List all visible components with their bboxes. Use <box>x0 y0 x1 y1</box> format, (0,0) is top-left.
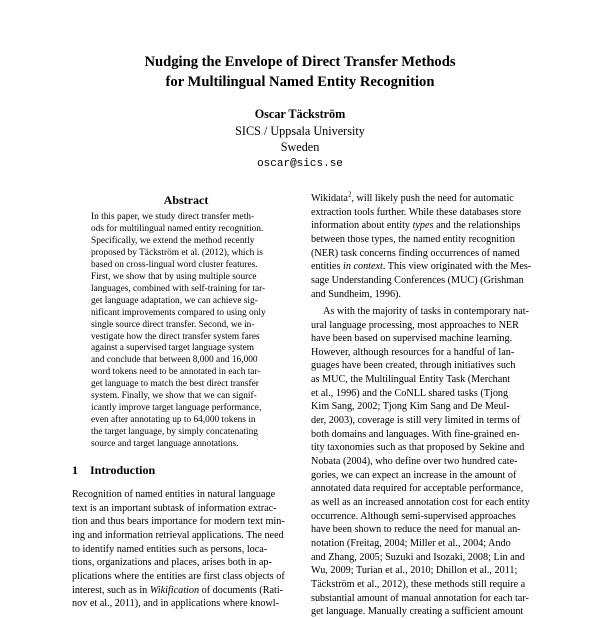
paper-title <box>0 52 600 92</box>
body-line: and Sundheim, 1996). <box>311 288 401 300</box>
abstract-line: vestigate how the direct transfer system fares <box>91 331 260 342</box>
body-line: get language. Manually creating a sufficient amount <box>311 606 524 618</box>
body-line: ing and information retrieval applications. The need <box>72 529 284 541</box>
body-line: and Zhang, 2005; Suzuki and Isozaki, 2008; Lin and <box>311 551 525 563</box>
body-line: Kim Sang, 2002; Tjong Kim Sang and De Meul- <box>311 401 510 413</box>
body-text: . This view originated with the Mes- <box>382 261 532 273</box>
body-line: have been based on supervised machine learning. <box>311 333 513 345</box>
body-line: extraction tools further. While these databases store <box>311 206 522 218</box>
body-line: tity taxonomies such as that proposed by Sekine and <box>311 442 525 454</box>
body-line: substantial amount of manual annotation for each tar- <box>311 592 529 604</box>
title-line: Nudging the Envelope of Direct Transfer Methods <box>144 54 456 70</box>
author-email: oscar@sics.se <box>257 157 343 170</box>
body-text: of documents (Rati- <box>199 584 284 596</box>
abstract-line: languages, combined with self-training for tar- <box>91 283 266 294</box>
author-country: Sweden <box>280 140 320 154</box>
body-line: gories, we can expect an increase in the amount of <box>311 469 517 481</box>
abstract-line: ods for multilingual named entity recognition. <box>91 223 264 234</box>
abstract-line: proposed by Täckström et al. (2012), which is <box>91 247 263 258</box>
body-line: to identify named entities such as persons, loca- <box>72 543 268 555</box>
body-line: text is an important subtask of information extrac- <box>72 502 277 514</box>
abstract-line: even after annotating up to 64,000 tokens in <box>91 415 256 426</box>
body-line: as well as an increased annotation cost for each entity <box>311 497 530 509</box>
intro-left-column <box>72 488 304 611</box>
body-line <box>311 260 534 274</box>
body-line: As with the majority of tasks in contemporary nat- <box>323 305 529 317</box>
author-affiliation: SICS / Uppsala University <box>235 123 365 138</box>
body-line: However, although resources for a handful of lan- <box>311 346 515 358</box>
abstract-line: get language to match the best direct transfer <box>91 379 259 390</box>
author-name: Oscar Täckström <box>254 107 346 121</box>
italic-term: in context <box>342 261 383 273</box>
body-line: guages have been created, through initiatives such <box>311 360 516 372</box>
body-line <box>311 192 534 206</box>
body-text: and the relationships <box>433 220 521 232</box>
body-line <box>311 219 534 233</box>
body-line: between those types, the named entity recognition <box>311 233 515 245</box>
right-column <box>311 192 534 619</box>
body-line: Täckström et al., 2012), these methods still require a <box>311 578 526 590</box>
body-text: Wikidata <box>311 193 348 204</box>
body-text: interest, such as in <box>72 584 150 596</box>
body-line: tions, organizations and places, arises both in ap- <box>72 557 272 569</box>
abstract-line: First, we show that by using multiple source <box>91 271 257 282</box>
abstract-line: system. Finally, we show that we can signif- <box>91 391 257 402</box>
abstract-line: word tokens need to be annotated in each tar- <box>91 367 261 378</box>
body-line <box>72 584 304 598</box>
body-line: ural language processing, most approaches to NER <box>311 319 519 331</box>
italic-term: Wikification <box>149 584 200 596</box>
abstract-body <box>91 212 282 451</box>
abstract-line: Specifically, we extend the method recently <box>91 235 255 246</box>
body-line: sage Understanding Conferences (MUC) (Grishman <box>311 274 524 286</box>
section-number: 1 <box>72 463 78 477</box>
body-line: notation (Freitag, 2004; Miller et al., 2004; Ando <box>311 538 511 549</box>
abstract-line: against a supervised target language system <box>91 343 255 354</box>
italic-term: types <box>412 220 434 232</box>
body-line: (NER) task concerns finding occurrences of named <box>311 247 520 259</box>
abstract-line: based on cross-lingual word cluster features. <box>91 259 258 270</box>
body-line: have been shown to reduce the need for manual an- <box>311 524 521 536</box>
abstract-heading: Abstract <box>163 193 209 207</box>
body-line: both domains and languages. With fine-grained en- <box>311 428 520 440</box>
abstract-line: source and target language annotations. <box>91 439 239 450</box>
body-line: nov et al., 2011), and in applications where knowl- <box>72 598 279 610</box>
body-line: der, 2003), coverage is still very limited in terms of <box>311 415 521 427</box>
body-line: tion and thus bears importance for modern text min- <box>72 516 285 528</box>
abstract-line: the target language, by simply concatenating <box>91 427 258 438</box>
body-line: plications where the entities are first class objects of <box>72 570 285 582</box>
abstract-line: icantly improve target language performance, <box>91 403 262 414</box>
section-heading-introduction <box>72 463 155 478</box>
abstract-line: single source direct transfer. Second, we in- <box>91 319 255 330</box>
body-line: Recognition of named entities in natural language <box>72 489 276 500</box>
body-text: information about entity <box>311 220 413 232</box>
body-line: annotated data required for acceptable performance, <box>311 483 524 495</box>
abstract-line: get language adaptation, we can achieve sig- <box>91 295 258 306</box>
abstract-line: In this paper, we study direct transfer meth- <box>91 212 255 222</box>
body-text: entities <box>311 261 343 273</box>
footnote-marker: 2 <box>347 190 352 199</box>
body-line: occurrence. Although semi-supervised approaches <box>311 510 516 522</box>
author-block <box>0 106 600 172</box>
body-line: Nobata (2004), who define over two hundred cate- <box>311 456 518 468</box>
body-line: as MUC, the Multilingual Entity Task (Merchant <box>311 374 511 386</box>
body-line: Wu, 2009; Turian et al., 2010; Dhillon et al., 2011; <box>311 565 518 577</box>
abstract-line: and conclude that between 8,000 and 16,000 <box>91 355 258 366</box>
title-line: for Multilingual Named Entity Recognition <box>165 74 435 90</box>
section-title: Introduction <box>90 463 156 477</box>
abstract-line: nificant improvements compared to using only <box>91 307 266 318</box>
body-line: et al., 1996) and the CoNLL shared tasks (Tjong <box>311 387 509 399</box>
body-text: , will likely push the need for automatic <box>351 193 514 204</box>
